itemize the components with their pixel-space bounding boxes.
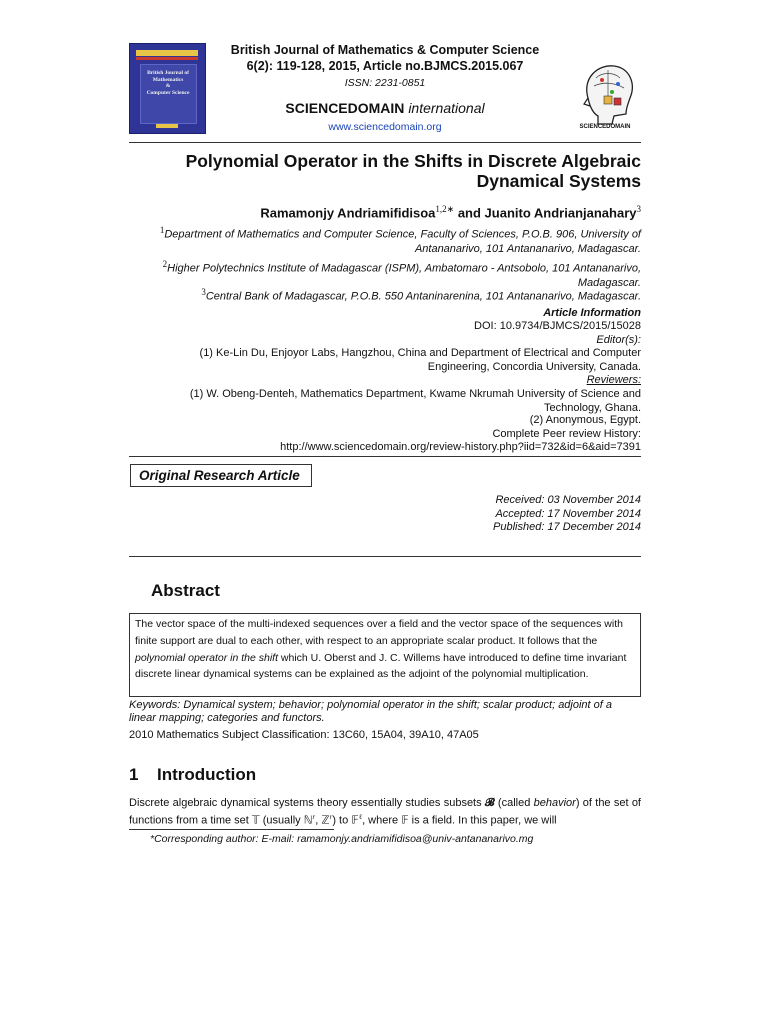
received-date: Received: 03 November 2014 xyxy=(495,494,641,506)
publisher-url-link[interactable]: www.sciencedomain.org xyxy=(328,121,442,133)
reviewer-1: (1) W. Obeng-Denteh, Mathematics Department, Kwame Nkrumah University of Science and Technology, Ghana. xyxy=(189,388,641,414)
introduction-heading: 1 Introduction xyxy=(129,765,257,784)
article-info-divider xyxy=(129,456,641,457)
article-type-box: Original Research Article xyxy=(130,464,312,487)
editors-label: Editor(s): xyxy=(596,334,641,346)
affiliation-1: $^1$Department of Mathematics and Computer Science, Faculty of Sciences, P.O.B. 906, University of Antananarivo, 101 Antananarivo, Madagascar. xyxy=(159,225,641,255)
author-list: Ramamonjy Andriamifidisoa$^{1,2∗}$ and Juanito Andrianjanahary$^3$ xyxy=(260,204,641,221)
published-date: Published: 17 December 2014 xyxy=(493,521,641,533)
doi: DOI: 10.9734/BJMCS/2015/15028 xyxy=(474,320,641,332)
section-divider xyxy=(129,556,641,557)
reviewer-2: (2) Anonymous, Egypt. xyxy=(529,414,641,426)
introduction-paragraph: Discrete algebraic dynamical systems theory essentially studies subsets 𝓑 (called behavior) of the set of functions from a time set 𝕋 (usually ℕ$^r$, ℤ$^r$) to 𝔽$^\ell$, where 𝔽 is a field. In this paper, we will xyxy=(129,797,641,827)
peer-review-history-link[interactable]: http://www.sciencedomain.org/review-history.php?iid=732&id=6&aid=7391 xyxy=(280,441,641,453)
abstract-text: The vector space of the multi-indexed sequences over a field and the vector space of the sequences with finite support are dual to each other, with respect to an appropriate scalar product. It follows that the polynomial operator in the shift which U. Oberst and J. C. Willems have introduced to define time invariant discrete linear dynamical systems can be explained as the adjoint of the polynomial multiplication. xyxy=(129,613,641,697)
cover-title: British Journal of Mathematics & Computer Science xyxy=(146,70,190,96)
reviewers-label: Reviewers: xyxy=(586,374,641,386)
affiliation-3: $^3$Central Bank of Madagascar, P.O.B. 550 Antaninarenina, 101 Antananarivo, Madagascar. xyxy=(201,287,641,303)
footnote-divider xyxy=(129,829,334,830)
article-info-heading: Article Information xyxy=(543,307,641,319)
journal-cover-image xyxy=(129,43,206,134)
msc-classification: 2010 Mathematics Subject Classification: 13C60, 15A04, 39A10, 47A05 xyxy=(129,729,479,741)
accepted-date: Accepted: 17 November 2014 xyxy=(495,508,641,520)
affiliation-2: $^2$Higher Polytechnics Institute of Madagascar (ISPM), Ambatomaro - Antsobolo, 101 Antananarivo, Madagascar. xyxy=(162,259,641,289)
header-divider xyxy=(129,142,641,143)
corresponding-author-footnote: *Corresponding author: E-mail: ramamonjy.andriamifidisoa@univ-antananarivo.mg xyxy=(150,833,534,845)
keywords: Keywords: Dynamical system; behavior; polynomial operator in the shift; scalar product; adjoint of a linear mapping; categories and functors. xyxy=(129,699,613,724)
peer-review-label: Complete Peer review History: xyxy=(492,428,641,440)
abstract-heading: Abstract xyxy=(151,581,220,600)
sciencedomain-logo-icon xyxy=(568,58,642,132)
journal-name: British Journal of Mathematics & Computer Science xyxy=(230,43,540,57)
publisher-name: SCIENCEDOMAIN international xyxy=(285,100,485,116)
logo-label: SCIENCEDOMAIN xyxy=(579,124,631,130)
editor-1: (1) Ke-Lin Du, Enjoyor Labs, Hangzhou, China and Department of Electrical and Computer Engineering, Concordia University, Canada. xyxy=(199,347,641,373)
journal-citation: 6(2): 119-128, 2015, Article no.BJMCS.2015.067 xyxy=(246,59,524,73)
paper-title: Polynomial Operator in the Shifts in Discrete Algebraic Dynamical Systems xyxy=(185,151,641,191)
issn: ISSN: 2231-0851 xyxy=(344,77,426,89)
